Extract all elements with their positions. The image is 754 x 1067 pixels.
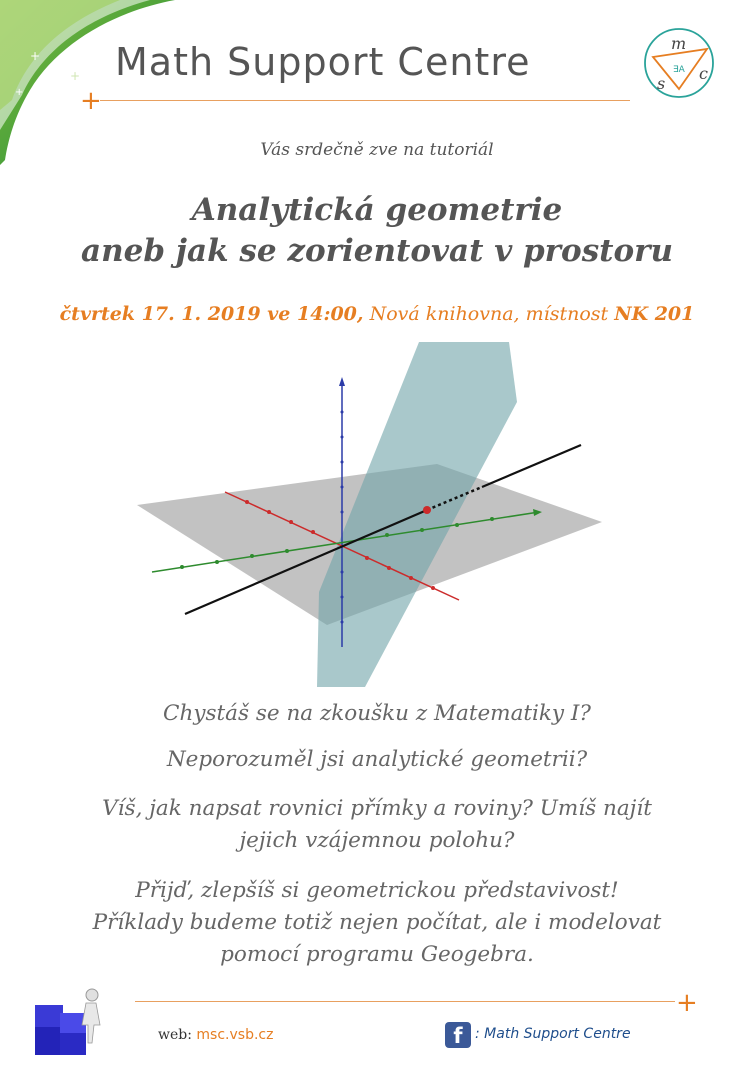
question-3-line-2: jejich vzájemnou polohu? xyxy=(239,828,515,853)
corner-swoosh-decoration xyxy=(0,0,230,190)
web-link[interactable]: msc.vsb.cz xyxy=(196,1027,274,1043)
invitation-text: Vás srdečně zve na tutoriál xyxy=(260,140,494,160)
msc-logo xyxy=(643,27,715,99)
geometry-illustration xyxy=(137,342,607,687)
question-1: Chystáš se na zkoušku z Matematiky I? xyxy=(163,701,591,726)
question-4-line-3: pomocí programu Geogebra. xyxy=(220,942,534,967)
svg-text:+: + xyxy=(15,87,24,98)
svg-text:+: + xyxy=(70,69,81,83)
page-title: Math Support Centre xyxy=(115,40,531,84)
event-datetime: čtvrtek 17. 1. 2019 ve 14:00, xyxy=(59,303,364,325)
logo-symbols: ∃A xyxy=(673,65,685,75)
question-4-line-1: Přijď, zlepšíš si geometrickou představivost! xyxy=(135,878,619,903)
puzzle-figure-icon xyxy=(30,983,110,1058)
event-details xyxy=(0,303,754,325)
logo-letter-s: s xyxy=(657,74,666,93)
logo-letter-c: c xyxy=(699,64,708,83)
question-2: Neporozuměl jsi analytické geometrii? xyxy=(166,747,588,772)
title-divider xyxy=(100,100,630,101)
web-info xyxy=(158,1027,273,1043)
svg-text:+: + xyxy=(30,49,41,63)
facebook-page-label[interactable]: : Math Support Centre xyxy=(475,1026,631,1042)
plus-icon: + xyxy=(80,86,102,116)
headline-line-1: Analytická geometrie xyxy=(191,192,563,228)
plus-icon-footer: + xyxy=(676,988,698,1018)
question-4-line-2: Příklady budeme totiž nejen počítat, ale i modelovat xyxy=(92,910,662,935)
footer-divider xyxy=(135,1001,675,1002)
event-room: NK 201 xyxy=(614,303,695,325)
web-label: web: xyxy=(158,1027,192,1043)
logo-letter-m: m xyxy=(671,34,687,53)
facebook-icon[interactable]: f xyxy=(445,1022,471,1048)
headline-line-2: aneb jak se zorientovat v prostoru xyxy=(80,233,674,269)
question-3-line-1: Víš, jak napsat rovnici přímky a roviny? Umíš najít xyxy=(102,796,652,821)
intersection-point xyxy=(423,506,431,514)
event-place: Nová knihovna, místnost xyxy=(369,303,609,325)
